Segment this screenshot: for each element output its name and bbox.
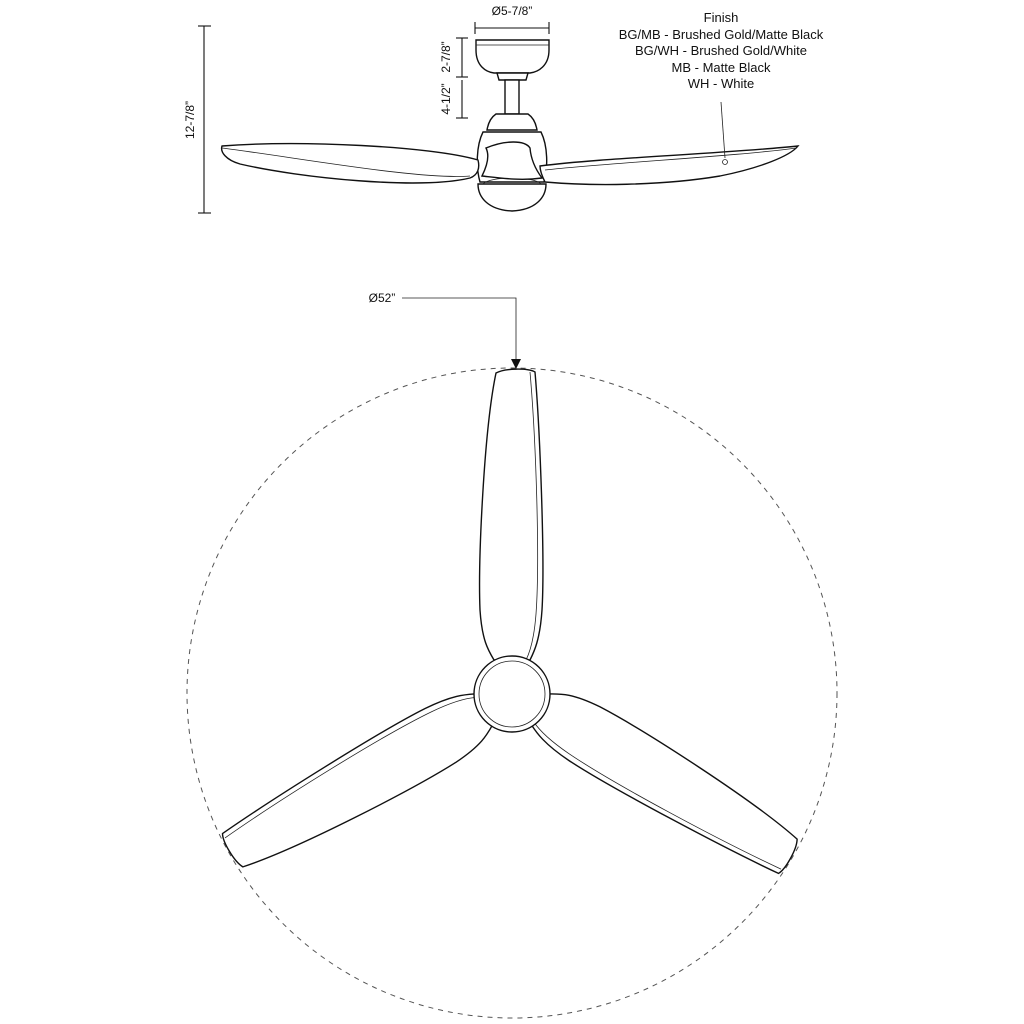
finish-option: MB - Matte Black	[671, 60, 771, 75]
canopy-height-label: 2-7/8”	[439, 41, 453, 73]
downrod-length-dimension	[439, 80, 468, 118]
finish-option: BG/WH - Brushed Gold/White	[635, 43, 807, 58]
top-blade-left	[216, 683, 500, 883]
finish-legend	[619, 10, 824, 91]
top-view	[187, 291, 837, 1018]
finish-heading: Finish	[703, 10, 739, 25]
side-blade-left	[222, 144, 479, 183]
downrod	[505, 80, 519, 114]
side-view	[183, 4, 824, 213]
top-blade-right	[525, 681, 809, 881]
finish-option: WH - White	[687, 76, 755, 91]
canopy-height-dimension	[439, 38, 468, 77]
finish-option: BG/MB - Brushed Gold/Matte Black	[618, 27, 824, 42]
side-blade-right	[540, 146, 798, 184]
canopy-diameter-label: Ø5-7/8”	[491, 4, 533, 18]
motor-hub	[474, 656, 550, 732]
blade-span-dimension	[369, 291, 521, 369]
top-blade-up	[480, 369, 543, 660]
blade-span-label: Ø52”	[368, 291, 396, 305]
overall-height-dimension	[183, 26, 211, 213]
arrow-icon	[511, 359, 521, 369]
downrod-length-label: 4-1/2”	[439, 83, 453, 115]
canopy	[476, 40, 549, 80]
overall-height-label: 12-7/8”	[183, 100, 197, 140]
canopy-diameter-dimension	[475, 4, 549, 34]
